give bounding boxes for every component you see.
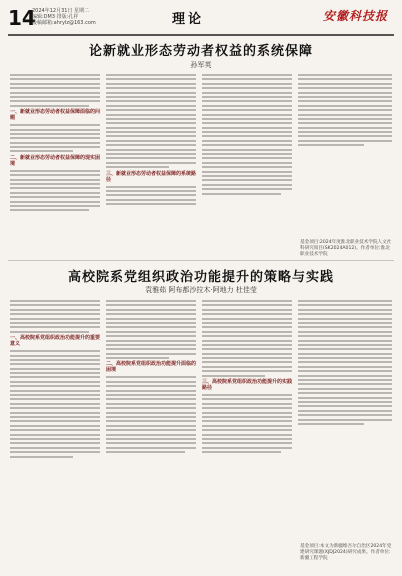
section-title: 理论 — [172, 12, 205, 27]
article2-col-3 — [202, 300, 292, 456]
article2-subhead-2: 二、高校院系党组织政治功能提升面临的困境 — [106, 361, 197, 374]
article2-col-4 — [298, 300, 392, 427]
date-line: 2024年12月31日 星期二 — [32, 8, 90, 14]
edition-line: 编辑:DM3 排版:孔祥 — [32, 14, 79, 20]
article1-subhead-3: 三、新就业形态劳动者权益保障的系统路径 — [106, 170, 197, 183]
article-divider — [8, 260, 394, 261]
article2-title: 高校院系党组织政治功能提升的策略与实践 — [67, 270, 334, 285]
article2-col-1 — [10, 300, 100, 460]
article1-author: 孙军英 — [190, 61, 212, 69]
article2-col-2 — [106, 300, 196, 456]
article2-subhead-1: 一、高校院系党组织政治功能提升的重要意义 — [10, 335, 101, 348]
article1-col-2 — [106, 74, 196, 208]
page-number: 14 — [8, 6, 36, 30]
article1-footnote: 基金项目:2024年度淮北职业技术学院人文社科研究项目(SK2024A012)。作者单位:淮北职业技术学院 — [300, 240, 392, 257]
article2-body — [10, 300, 392, 540]
header-rule — [8, 34, 394, 36]
article2-footnote: 基金项目:本文为新疆维吾尔自治区2024年党建研究课题(XJDJ2024)研究成果。作者单位:新疆工程学院 — [300, 544, 392, 561]
masthead-logo: 安徽科技报 — [322, 9, 388, 23]
article1-subhead-2: 二、新就业形态劳动者权益保障的现实困境 — [10, 154, 101, 167]
article1-body — [10, 74, 392, 242]
article2-subhead-3: 三、高校院系党组织政治功能提升的实践路径 — [202, 379, 293, 392]
article1-col-1 — [10, 74, 100, 214]
article1-subhead-1: 一、新就业形态劳动者权益保障面临的问题 — [10, 109, 101, 122]
article2-authors: 袁雅茹 阿布都沙拉木·阿地力 杜佳莹 — [145, 286, 257, 294]
page-header — [0, 0, 402, 36]
article1-col-3 — [202, 74, 292, 197]
article1-col-4 — [298, 74, 392, 149]
issue-meta — [32, 8, 96, 26]
contact-line: 投稿邮箱:ahrylz@163.com — [32, 20, 96, 26]
article1-title: 论新就业形态劳动者权益的系统保障 — [88, 44, 313, 59]
